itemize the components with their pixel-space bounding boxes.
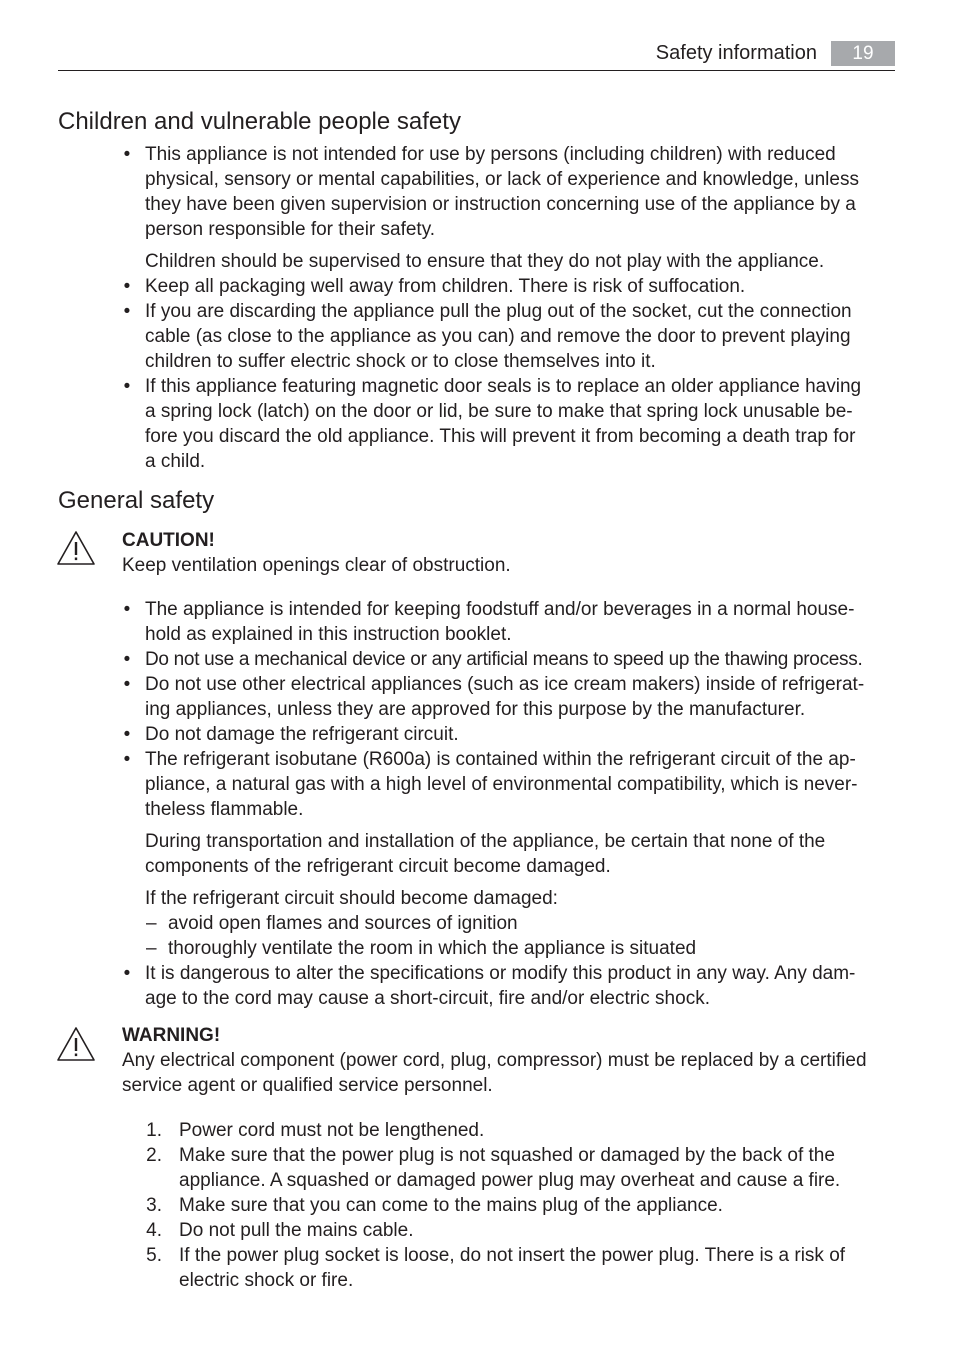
text-line: a spring lock (latch) on the door or lid, be sure to make that spring lock unusable be- <box>145 401 853 422</box>
numbered-item-line: Make sure that the power plug is not squashed or damaged by the back of the <box>179 1145 835 1166</box>
caution-title: CAUTION! <box>122 530 215 551</box>
warning-title: WARNING! <box>122 1025 221 1046</box>
text-line: children to suffer electric shock or to close themselves into it. <box>145 351 656 372</box>
bullet-marker: • <box>123 649 131 670</box>
text-line: The appliance is intended for keeping foodstuff and/or beverages in a normal house- <box>145 599 855 620</box>
text-line: If this appliance featuring magnetic door seals is to replace an older appliance having <box>145 376 862 397</box>
text-line: Do not use other electrical appliances (such as ice cream makers) inside of refrigerat- <box>145 674 865 695</box>
text-line: During transportation and installation of the appliance, be certain that none of the <box>145 831 826 852</box>
text-line: ing appliances, unless they are approved for this purpose by the manufacturer. <box>145 699 806 720</box>
text-line: pliance, a natural gas with a high level of environmental compatibility, which is never- <box>145 774 858 795</box>
text-line: person responsible for their safety. <box>145 219 436 240</box>
page-number-badge: 19 <box>831 41 895 66</box>
dash-item: thoroughly ventilate the room in which the appliance is situated <box>168 938 697 959</box>
bullet-marker: • <box>123 599 131 620</box>
bullet-marker: • <box>123 963 131 984</box>
numbered-item-line: Make sure that you can come to the mains plug of the appliance. <box>179 1195 723 1216</box>
text-line: It is dangerous to alter the specifications or modify this product in any way. Any dam- <box>145 963 856 984</box>
header-divider <box>58 70 895 71</box>
text-line: This appliance is not intended for use by persons (including children) with reduced <box>145 144 836 165</box>
bullet-marker: • <box>123 301 131 322</box>
list-number: 4. <box>146 1220 162 1241</box>
text-line: Do not use a mechanical device or any artificial means to speed up the thawing process. <box>145 649 863 670</box>
text-line: Children should be supervised to ensure that they do not play with the appliance. <box>145 251 825 272</box>
text-line: The refrigerant isobutane (R600a) is contained within the refrigerant circuit of the ap- <box>145 749 856 770</box>
text-line: cable (as close to the appliance as you can) and remove the door to prevent playing <box>145 326 851 347</box>
list-number: 2. <box>146 1145 162 1166</box>
warning-text: service agent or qualified service personnel. <box>122 1075 493 1096</box>
text-line: they have been given supervision or instruction concerning use of the appliance by a <box>145 194 856 215</box>
dash-item: avoid open flames and sources of ignition <box>168 913 518 934</box>
numbered-item-line: Do not pull the mains cable. <box>179 1220 414 1241</box>
bullet-marker: • <box>123 376 131 397</box>
numbered-item-line: electric shock or fire. <box>179 1270 354 1291</box>
dash-marker: – <box>146 913 157 934</box>
numbered-item-line: appliance. A squashed or damaged power plug may overheat and cause a fire. <box>179 1170 841 1191</box>
text-line: fore you discard the old appliance. This will prevent it from becoming a death trap for <box>145 426 856 447</box>
text-line: components of the refrigerant circuit become damaged. <box>145 856 611 877</box>
text-line: a child. <box>145 451 206 472</box>
bullet-marker: • <box>123 144 131 165</box>
dash-marker: – <box>146 938 157 959</box>
bullet-marker: • <box>123 674 131 695</box>
heading-general-safety: General safety <box>58 487 215 514</box>
text-line: theless flammable. <box>145 799 304 820</box>
numbered-item-line: If the power plug socket is loose, do not insert the power plug. There is a risk of <box>179 1245 846 1266</box>
list-number: 3. <box>146 1195 162 1216</box>
text-line: physical, sensory or mental capabilities, or lack of experience and knowledge, unless <box>145 169 859 190</box>
text-line: If you are discarding the appliance pull the plug out of the socket, cut the connection <box>145 301 852 322</box>
heading-children-safety: Children and vulnerable people safety <box>58 108 461 135</box>
warning-triangle-icon <box>56 1026 96 1062</box>
numbered-item-line: Power cord must not be lengthened. <box>179 1120 485 1141</box>
text-line: hold as explained in this instruction booklet. <box>145 624 512 645</box>
bullet-marker: • <box>123 724 131 745</box>
bullet-marker: • <box>123 276 131 297</box>
text-line: If the refrigerant circuit should become damaged: <box>145 888 558 909</box>
header-section-label: Safety information <box>655 42 817 64</box>
caution-text: Keep ventilation openings clear of obstruction. <box>122 555 511 576</box>
warning-text: Any electrical component (power cord, plug, compressor) must be replaced by a certified <box>122 1050 867 1071</box>
list-number: 1. <box>146 1120 162 1141</box>
text-line: Do not damage the refrigerant circuit. <box>145 724 459 745</box>
list-number: 5. <box>146 1245 162 1266</box>
text-line: age to the cord may cause a short-circuit, fire and/or electric shock. <box>145 988 710 1009</box>
warning-triangle-icon <box>56 530 96 566</box>
text-line: Keep all packaging well away from children. There is risk of suffocation. <box>145 276 746 297</box>
bullet-marker: • <box>123 749 131 770</box>
